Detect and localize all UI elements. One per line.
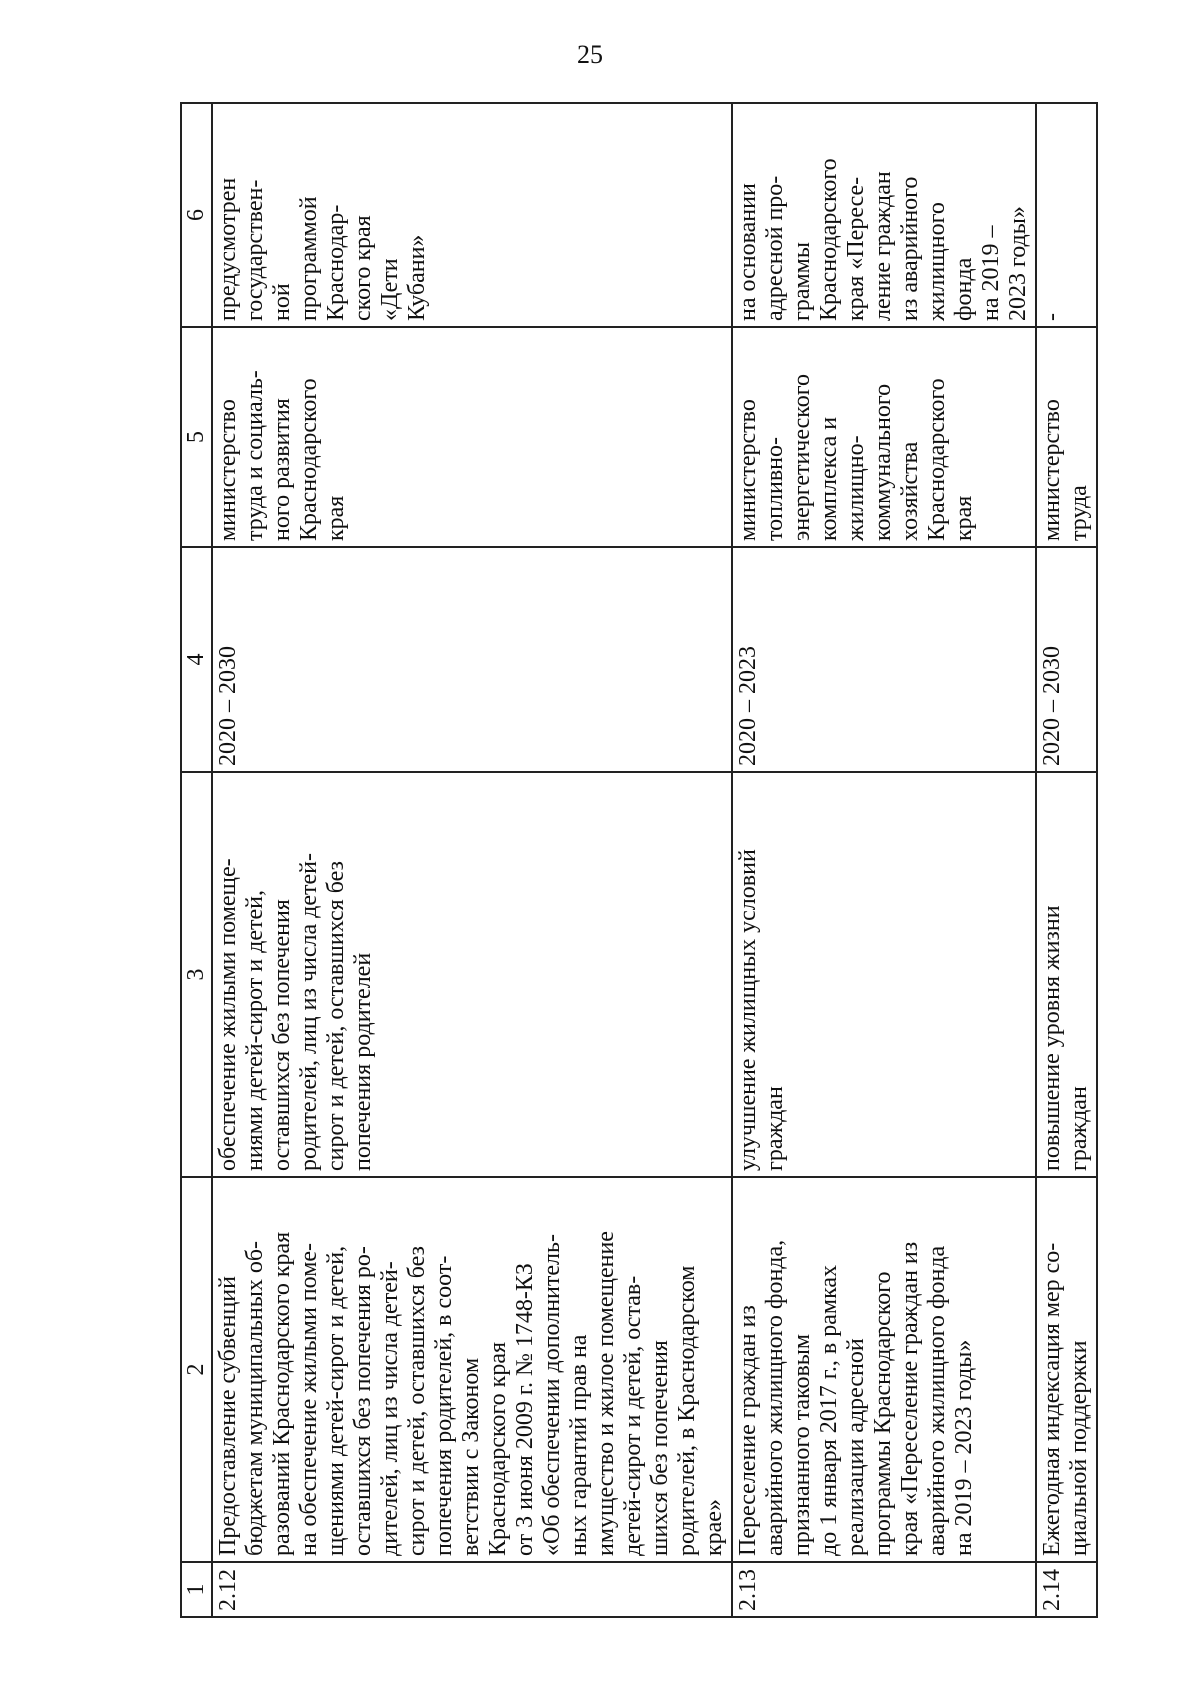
header-col-3: 3 bbox=[181, 772, 212, 1177]
executor-cell: министерство топливно- энергетического комплекса и жилищно- коммунального хозяйства Краснодарского края bbox=[732, 327, 1036, 547]
source-cell: - bbox=[1036, 103, 1097, 327]
plan-table-rotated bbox=[180, 104, 1092, 1618]
goal-cell: улучшение жилищных условий граждан bbox=[732, 772, 1036, 1177]
goal-cell: повышение уровня жизни граждан bbox=[1036, 772, 1097, 1177]
term-cell: 2020 – 2023 bbox=[732, 547, 1036, 772]
source-cell: на основании адресной про- граммы Краснодарского края «Пересе- ление граждан из аварийного жилищного фонда на 2019 – 2023 годы» bbox=[732, 103, 1036, 327]
measure-cell: Ежегодная индексация мер со- циальной поддержки bbox=[1036, 1177, 1097, 1562]
page-number: 25 bbox=[577, 40, 603, 69]
table-header-row bbox=[181, 103, 212, 1617]
table-row bbox=[1036, 103, 1097, 1617]
row-number: 2.14 bbox=[1036, 1562, 1097, 1617]
row-number: 2.12 bbox=[212, 1562, 732, 1617]
header-col-5: 5 bbox=[181, 327, 212, 547]
header-col-2: 2 bbox=[181, 1177, 212, 1562]
executor-cell: министерство труда bbox=[1036, 327, 1097, 547]
plan-table bbox=[180, 102, 1098, 1618]
measure-cell: Предоставление субвенций бюджетам муниципальных об- разований Краснодарского края на обеспечение жилыми поме- щениями детей-сирот и детей, оставшихся без попечения ро- дителей, лиц из числа детей- сирот и детей, оставшихся без попечения родителей, в соот- ветствии с Законом Краснодарского края от 3 июня 2009 г. № 1748-КЗ «Об обеспечении дополнитель- ных гарантий прав на имущество и жилое помещение детей-сирот и детей, остав- шихся без попечения родителей, в Краснодарском крае» bbox=[212, 1177, 732, 1562]
executor-cell: министерство труда и социаль- ного развития Краснодарского края bbox=[212, 327, 732, 547]
goal-cell: обеспечение жилыми помеще- ниями детей-сирот и детей, оставшихся без попечения родителей, лиц из числа детей- сирот и детей, оставшихся без попечения родителей bbox=[212, 772, 732, 1177]
source-cell: предусмотрен государствен- ной программой Краснодар- ского края «Дети Кубани» bbox=[212, 103, 732, 327]
table-row bbox=[732, 103, 1036, 1617]
term-cell: 2020 – 2030 bbox=[212, 547, 732, 772]
term-cell: 2020 – 2030 bbox=[1036, 547, 1097, 772]
table-row bbox=[212, 103, 732, 1617]
row-number: 2.13 bbox=[732, 1562, 1036, 1617]
header-col-4: 4 bbox=[181, 547, 212, 772]
header-col-1: 1 bbox=[181, 1562, 212, 1617]
measure-cell: Переселение граждан из аварийного жилищного фонда, признанного таковым до 1 января 2017 г., в рамках реализации адресной программы Краснодарского края «Переселение граждан из аварийного жилищного фонда на 2019 – 2023 годы» bbox=[732, 1177, 1036, 1562]
header-col-6: 6 bbox=[181, 103, 212, 327]
